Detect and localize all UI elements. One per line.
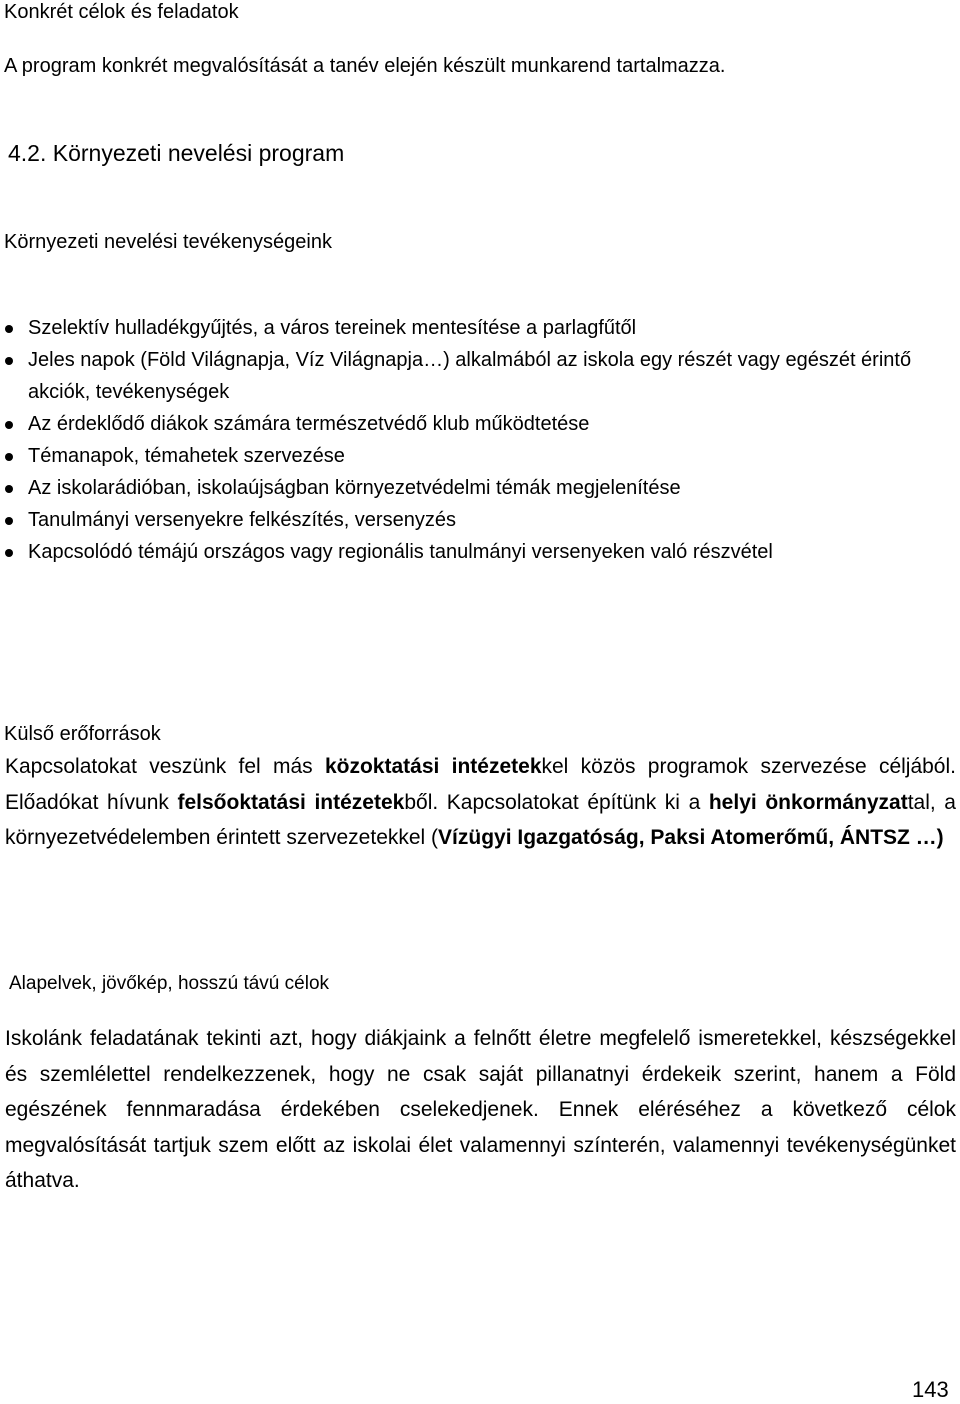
list-item: Az iskolarádióban, iskolaújságban környezetvédelmi témák megjelenítése [4, 472, 954, 504]
external-text-1: Kapcsolatokat veszünk fel más [5, 755, 325, 778]
external-text-2: kel közös programok szervezése céljából. Előadókat hívunk [5, 755, 956, 814]
principles-heading: Alapelvek, jövőkép, hosszú távú célok [9, 973, 330, 994]
list-item: Kapcsolódó témájú országos vagy regionális tanulmányi versenyeken való részvétel [4, 536, 954, 568]
activities-heading: Környezeti nevelési tevékenységeink [4, 231, 332, 253]
external-bold-2: felsőoktatási intézetek [177, 790, 405, 814]
external-resources-heading: Külső erőforrások [4, 723, 161, 745]
activities-list [4, 312, 954, 568]
list-item: Témanapok, témahetek szervezése [4, 440, 954, 472]
list-item: Az érdeklődő diákok számára természetvédő klub működtetése [4, 408, 954, 440]
section-number: 4.2. [8, 140, 47, 166]
page-number: 143 [912, 1377, 949, 1402]
list-item: Tanulmányi versenyekre felkészítés, versenyzés [4, 504, 954, 536]
external-bold-4: Vízügyi Igazgatóság, Paksi Atomerőmű, ÁNTSZ …) [438, 826, 944, 849]
external-text-3: ből. Kapcsolatokat építünk ki a [404, 790, 709, 814]
external-text-4: tal, a környezetvédelemben érintett szervezetekkel ( [5, 790, 956, 849]
external-bold-1: közoktatási intézetek [324, 755, 542, 778]
principles-paragraph: Iskolánk feladatának tekinti azt, hogy diákjaink a felnőtt életre megfelelő ismeretekkel, készségekkel és szemlélettel rendelkezzenek, hogy ne csak saját pillanatnyi érdekeik szerint, hanem a Föld egészének fennmaradása érdekében cselekedjenek. Ennek eléréséhez a következő célok megvalósítását tartjuk szem előtt az iskolai élet valamennyi színterén, valamennyi tevékenységünket áthatva. [5, 1027, 956, 1192]
list-item: Szelektív hulladékgyűjtés, a város tereinek mentesítése a parlagfűtől [4, 312, 954, 344]
subheading-goals: Konkrét célok és feladatok [4, 1, 239, 23]
section-heading [8, 139, 344, 167]
intro-text: A program konkrét megvalósítását a tanév elején készült munkarend tartalmazza. [4, 55, 726, 77]
list-item: Jeles napok (Föld Világnapja, Víz Világnapja…) alkalmából az iskola egy részét vagy egészét érintő akciók, tevékenységek [4, 344, 954, 408]
external-resources-paragraph [5, 749, 956, 856]
external-bold-3: helyi önkormányzat [708, 790, 908, 814]
section-title: Környezeti nevelési program [52, 140, 345, 166]
